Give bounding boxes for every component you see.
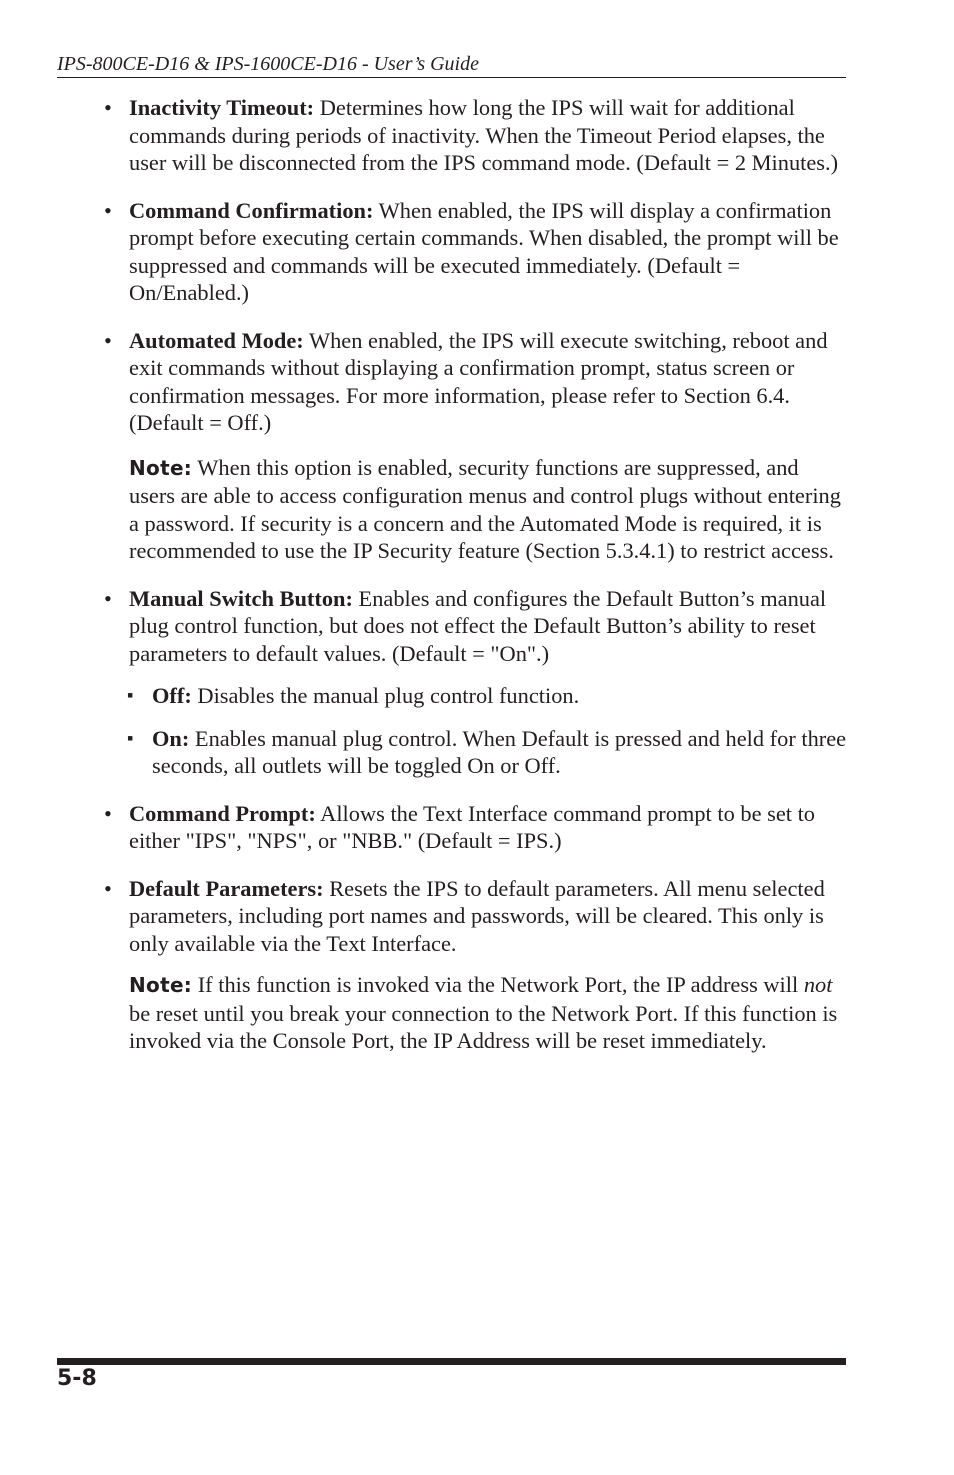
bullet-icon: • [104, 197, 112, 223]
note-label: Note: [129, 973, 193, 997]
bullet-icon: • [104, 800, 112, 826]
item-term: Automated Mode: [129, 327, 304, 353]
note-label: Note: [129, 455, 193, 480]
list-item-default-parameters [104, 875, 850, 958]
note-automated-mode [104, 454, 850, 565]
note-text: If this function is invoked via the Network Port, the IP address will [192, 972, 804, 997]
item-term: Command Confirmation: [129, 197, 374, 223]
list-item-command-prompt [104, 800, 850, 855]
note-default-parameters [104, 971, 850, 1055]
item-text: Resets the IPS to default parameters. All menu selected parameters, including port names and passwords, will be cleared. This only is only available via the Text Interface. [129, 875, 825, 956]
item-text: When enabled, the IPS will display a confirmation prompt before executing certain commands. When disabled, the prompt will be suppressed and commands will be executed immediately. (Default = On/Enabled.) [129, 197, 839, 305]
sub-item-term: On: [152, 725, 190, 751]
bullet-icon: • [104, 875, 112, 901]
page-content [104, 94, 850, 1075]
item-text: Allows the Text Interface command prompt to be set to either "IPS", "NPS", or "NBB." (Default = IPS.) [129, 800, 815, 853]
list-item-command-confirmation [104, 197, 850, 307]
item-text: Determines how long the IPS will wait for additional commands during periods of inactivity. When the Timeout Period elapses, the user will be disconnected from the IPS command mode. (Default = 2 Minutes.) [129, 95, 839, 175]
item-term: Inactivity Timeout: [129, 95, 315, 120]
sub-item-term: Off: [152, 683, 192, 708]
bullet-icon: • [104, 585, 112, 611]
list-item-automated-mode [104, 327, 850, 437]
bullet-icon: • [104, 95, 112, 120]
square-bullet-icon: ▪ [127, 685, 134, 705]
sub-item-off [104, 682, 850, 710]
item-term: Command Prompt: [129, 800, 316, 826]
item-term: Default Parameters: [129, 875, 324, 901]
page-number: 5-8 [57, 1366, 97, 1391]
note-text: be reset until you break your connection to the Network Port. If this function is invoked via the Console Port, the IP Address will be reset immediately. [129, 1000, 838, 1053]
page-header [57, 52, 846, 78]
sub-item-on [104, 725, 850, 780]
list-item-inactivity-timeout [104, 94, 850, 177]
footer-rule [57, 1358, 846, 1365]
sub-item-text: Disables the manual plug control function. [191, 683, 580, 708]
header-title: IPS-800CE-D16 & IPS-1600CE-D16 - User’s Guide [57, 53, 479, 75]
item-text: Enables and configures the Default Button’s manual plug control function, but does not effect the Default Button’s ability to reset parameters to default values. (Default = "On".) [129, 585, 827, 666]
item-term: Manual Switch Button: [129, 585, 353, 611]
note-emphasis: not [803, 972, 833, 997]
bullet-icon: • [104, 327, 112, 353]
square-bullet-icon: ▪ [127, 727, 134, 748]
item-text: When enabled, the IPS will execute switching, reboot and exit commands without displaying a confirmation prompt, status screen or confirmation messages. For more information, please refer to Section 6.4. (Default = Off.) [129, 327, 828, 435]
sub-item-text: Enables manual plug control. When Default is pressed and held for three seconds, all outlets will be toggled On or Off. [152, 725, 847, 778]
list-item-manual-switch-button [104, 585, 850, 668]
note-text: When this option is enabled, security functions are suppressed, and users are able to access configuration menus and control plugs without entering a password. If security is a concern and the Automated Mode is required, it is recommended to use the IP Security feature (Section 5.3.4.1) to restrict access. [129, 454, 841, 563]
